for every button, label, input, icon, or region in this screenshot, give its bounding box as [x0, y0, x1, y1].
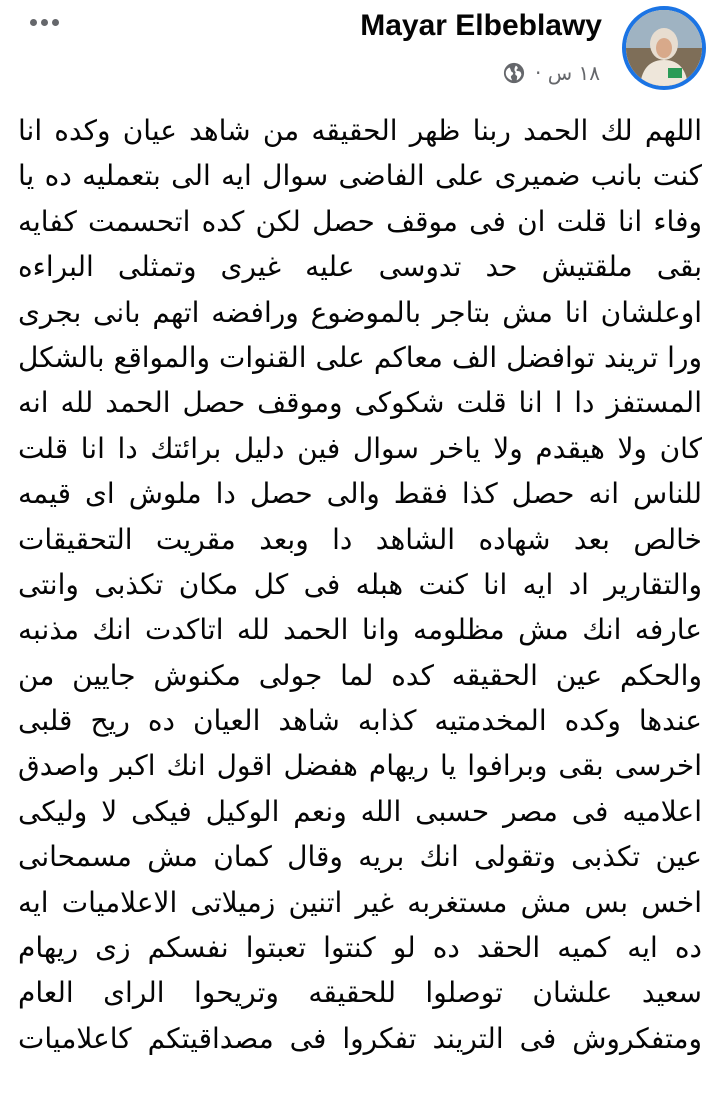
- post-text-line: خالص بعد شهاده الشاهد دا وبعد مقريت التحقيقات: [18, 522, 702, 556]
- post-text-line: عارفه انك مش مظلومه وانا الحمد لله اتاكدت انك مذنبه: [18, 613, 702, 647]
- more-options-icon-dot: [52, 19, 59, 26]
- post-text-line: والتقارير اد ايه انا كنت هبله فى كل مكان تكذبى وانتى: [18, 567, 702, 601]
- post-text-line: المستفز دا ا انا قلت شكوكى وموقف حصل الحمد لله انه: [18, 386, 702, 420]
- post-meta: [503, 58, 600, 88]
- post-text-line: للناس انه حصل كذا فقط والى حصل دا ملوش اى قيمه: [18, 477, 702, 511]
- post-text-line: عندها وكده المخدمتيه كذابه شاهد العيان ده ريح قلبى: [18, 704, 702, 738]
- avatar-image: [626, 10, 702, 86]
- post-text-line: اعلاميه فى مصر حسبى الله ونعم الوكيل فيكى لا وليكى: [18, 794, 702, 828]
- more-options-icon-dot: [41, 19, 48, 26]
- post-text-line: والحكم عين الحقيقه كده لما جولى مكنوش جايين من: [18, 658, 702, 692]
- author-name[interactable]: Mayar Elbeblawy: [360, 9, 602, 42]
- post-text-line: ورا تريند توافضل الف معاكم على القنوات والمواقع بالشكل: [18, 340, 702, 374]
- post-text-line: اوعلشان انا مش بتاجر بالموضوع ورافضه اتهم بانى بجرى: [18, 295, 702, 329]
- post-text-line: اخس بس مش مستغربه غير اتنين زميلاتى الاعلاميات ايه: [18, 885, 702, 919]
- post-text-line: بقى ملقتيش حد تدوسى عليه غيرى وتمثلى البراءه: [18, 250, 702, 284]
- post-text-line: سعيد علشان توصلوا للحقيقه وتريحوا الراى العام: [18, 976, 702, 1010]
- more-options-button[interactable]: [30, 8, 74, 36]
- post-text-line: اللهم لك الحمد ربنا ظهر الحقيقه من شاهد عيان وكده انا: [18, 114, 702, 147]
- post-text-line: كنت بانب ضميرى على الفاضى سوال ايه الى بتعمليه ده يا: [18, 159, 702, 193]
- post-text-line: عين تكذبى وتقولى انك بريه وقال كمان مش مسمحانى: [18, 840, 702, 874]
- post-text-line: ومتفكروش فى التريند تفكروا فى مصداقيتكم كاعلاميات: [18, 1021, 702, 1055]
- post-header: [0, 0, 720, 100]
- avatar[interactable]: [622, 6, 706, 90]
- more-options-icon: [30, 19, 37, 26]
- post-text-line: اخرسى بقى وبرافوا يا ريهام هفضل اقول انك اكبر واصدق: [18, 749, 702, 783]
- post-text-line: وفاء انا قلت ان فى موقف حصل لكن كده اتحسمت كفايه: [18, 204, 702, 238]
- post-text-line: كان ولا هيقدم ولا ياخر سوال فين دليل برائتك دا انا قلت: [18, 431, 702, 465]
- post-text-line: ده ايه كميه الحقد ده لو كنتوا تعبتوا نفسكم زى ريهام: [18, 931, 702, 965]
- post-body: [18, 108, 702, 1061]
- globe-icon[interactable]: [503, 62, 525, 84]
- post-timestamp[interactable]: ١٨ س ·: [535, 61, 600, 85]
